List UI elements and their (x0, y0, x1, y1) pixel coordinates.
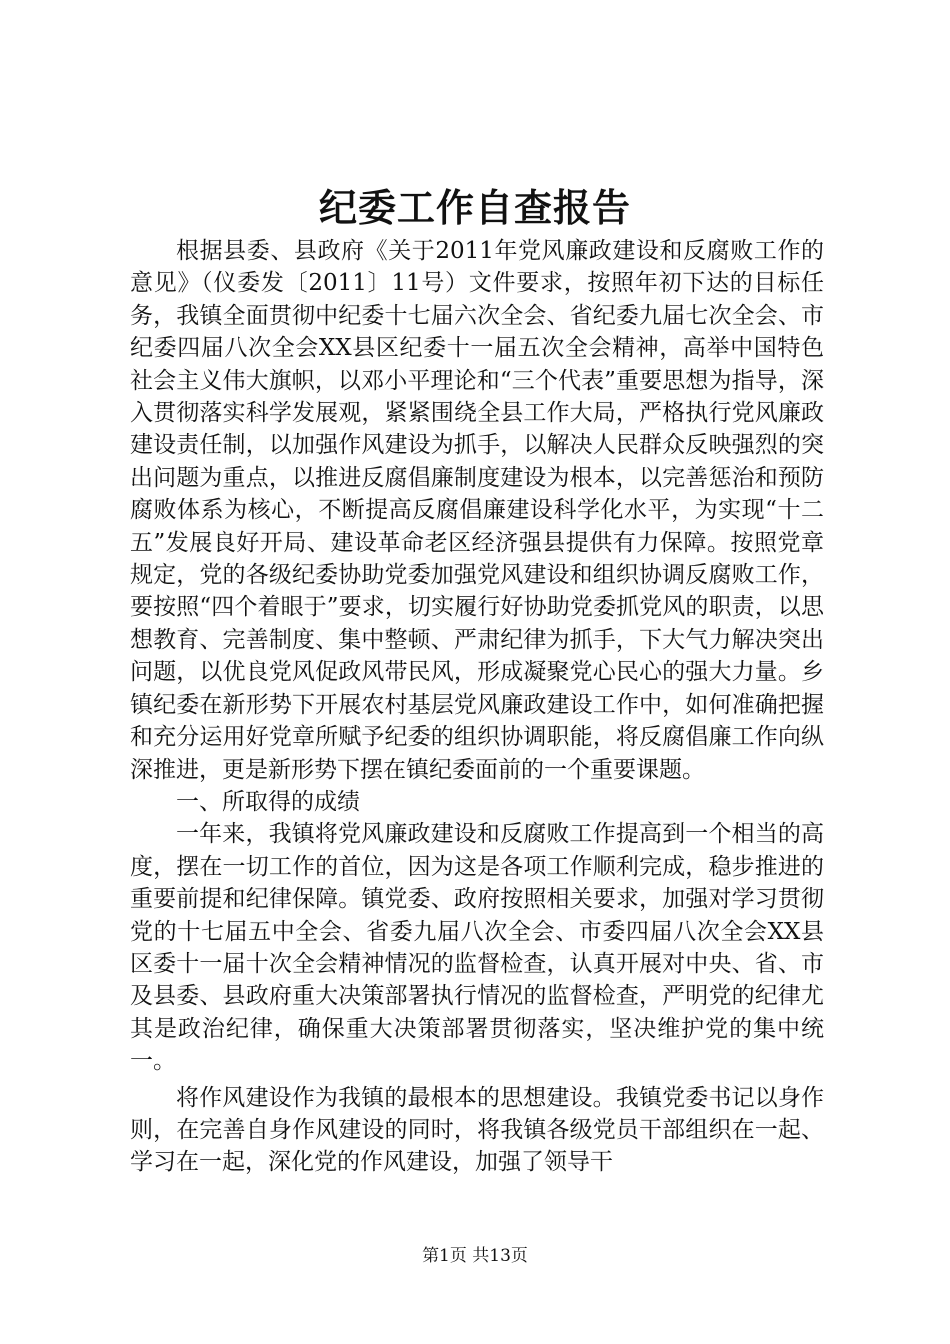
paragraph-intro: 根据县委、县政府《关于2011年党风廉政建设和反腐败工作的意见》（仪委发〔2011〕11号）文件要求，按照年初下达的目标任务，我镇全面贯彻中纪委十七届六次全会、省纪委九届七次全会、市纪委四届八次全会XX县区纪委十一届五次全会精神，高举中国特色社会主义伟大旗帜，以邓小平理论和“三个代表”重要思想为指导，深入贯彻落实科学发展观，紧紧围绕全县工作大局，严格执行党风廉政建设责任制，以加强作风建设为抓手，以解决人民群众反映强烈的突出问题为重点，以推进反腐倡廉制度建设为根本，以完善惩治和预防腐败体系为核心，不断提高反腐倡廉建设科学化水平，为实现“十二五”发展良好开局、建设革命老区经济强县提供有力保障。按照党章规定，党的各级纪委协助党委加强党风建设和组织协调反腐败工作，要按照“四个着眼于”要求，切实履行好协助党委抓党风的职责，以思想教育、完善制度、集中整顿、严肃纪律为抓手，下大气力解决突出问题，以优良党风促政风带民风，形成凝聚党心民心的强大力量。乡镇纪委在新形势下开展农村基层党风廉政建设工作中，如何准确把握和充分运用好党章所赋予纪委的组织协调职能，将反腐倡廉工作向纵深推进，更是新形势下摆在镇纪委面前的一个重要课题。 (130, 238, 824, 783)
section-heading-achievements: 一、所取得的成绩 (176, 788, 360, 815)
paragraph-work-style: 将作风建设作为我镇的最根本的思想建设。我镇党委书记以身作则，在完善自身作风建设的同时，将我镇各级党员干部组织在一起、学习在一起，深化党的作风建设，加强了领导干 (130, 1084, 824, 1176)
document-title: 纪委工作自查报告 (318, 185, 631, 230)
page-footer: 第1页 共13页 (422, 1246, 528, 1266)
document-body (130, 235, 824, 1179)
paragraph-achievements: 一年来，我镇将党风廉政建设和反腐败工作提高到一个相当的高度，摆在一切工作的首位，因为这是各项工作顺利完成，稳步推进的重要前提和纪律保障。镇党委、政府按照相关要求，加强对学习贯彻党的十七届五中全会、省委九届八次全会、市委四届八次全会XX县区委十一届十次全会精神情况的监督检查，认真开展对中央、省、市及县委、县政府重大决策部署执行情况的监督检查，严明党的纪律尤其是政治纪律，确保重大决策部署贯彻落实，坚决维护党的集中统一。 (130, 821, 824, 1075)
